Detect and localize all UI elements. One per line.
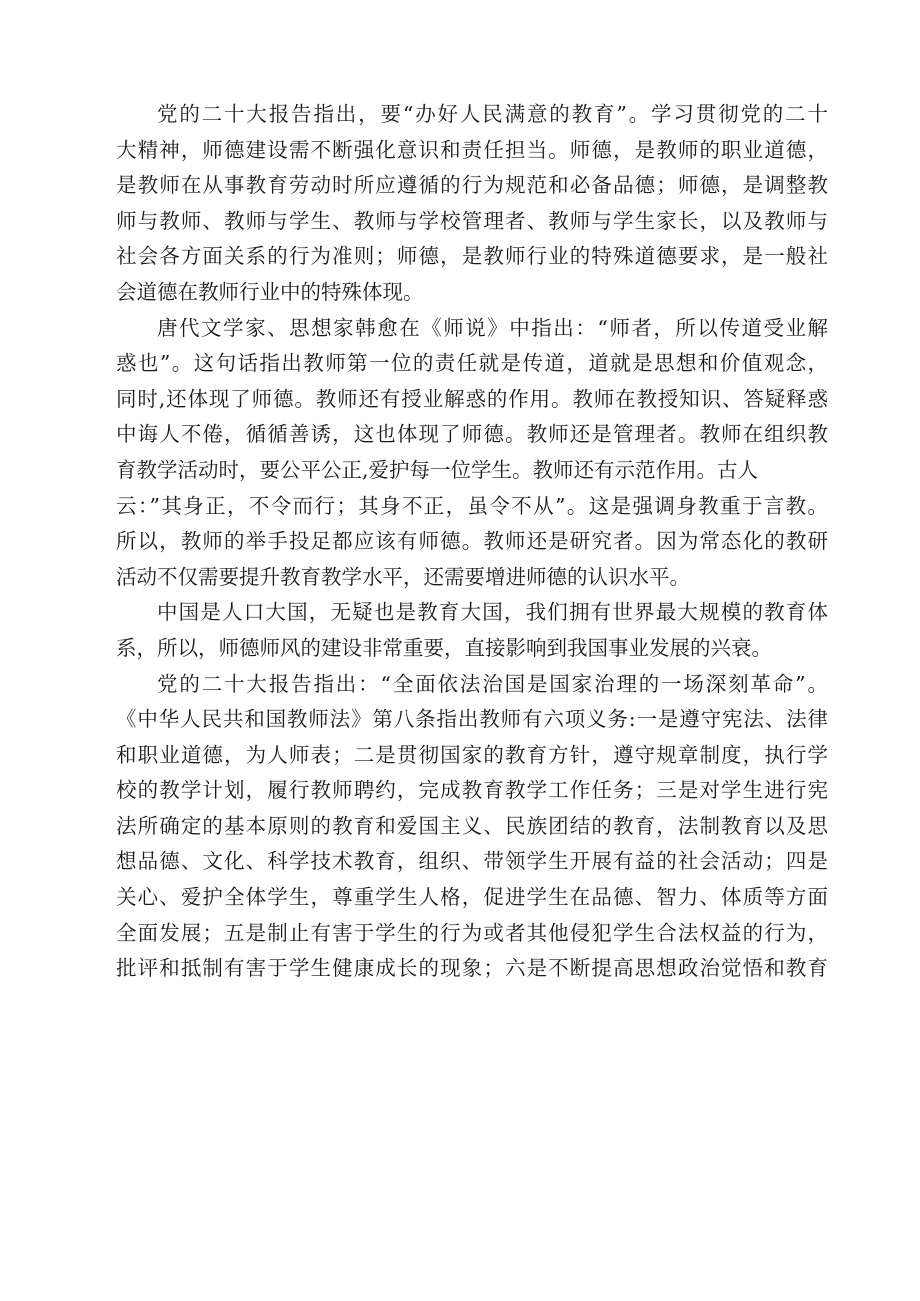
paragraph-2-line-3: 同时,还体现了师德。教师还有授业解惑的作用。教师在教授知识、答疑释惑 xyxy=(116,386,828,411)
paragraph-4-line-2: 《中华人民共和国教师法》第八条指出教师有六项义务:一是遵守宪法、法律 xyxy=(116,707,828,732)
paragraph-4-line-9: 批评和抵制有害于学生健康成长的现象；六是不断提高思想政治觉悟和教育 xyxy=(116,956,828,981)
paragraph-1-line-4: 师与教师、教师与学生、教师与学校管理者、教师与学生家长，以及教师与 xyxy=(116,208,828,233)
paragraph-2-line-6: 云：”其身正，不令而行；其身不正，虽令不从”。这是强调身教重于言教。 xyxy=(116,493,828,518)
paragraph-4-line-5: 法所确定的基本原则的教育和爱国主义、民族团结的教育，法制教育以及思 xyxy=(116,813,828,838)
paragraph-1-line-2: 大精神，师德建设需不断强化意识和责任担当。师德，是教师的职业道德， xyxy=(116,137,828,162)
paragraph-4-line-6: 想品德、文化、科学技术教育，组织、带领学生开展有益的社会活动；四是 xyxy=(116,849,828,874)
paragraph-1-line-5: 社会各方面关系的行为准则；师德，是教师行业的特殊道德要求，是一般社 xyxy=(116,244,828,269)
paragraph-4-line-7: 关心、爱护全体学生，尊重学生人格，促进学生在品德、智力、体质等方面 xyxy=(116,885,828,910)
paragraph-1-line-1: 党的二十大报告指出，要“办好人民满意的教育”。学习贯彻党的二十 xyxy=(157,102,828,126)
paragraph-4-line-8: 全面发展；五是制止有害于学生的行为或者其他侵犯学生合法权益的行为， xyxy=(116,920,828,945)
paragraph-4-line-4: 校的教学计划，履行教师聘约，完成教育教学工作任务；三是对学生进行宪 xyxy=(116,778,828,803)
paragraph-3-line-1: 中国是人口大国，无疑也是教育大国，我们拥有世界最大规模的教育体 xyxy=(157,600,828,625)
paragraph-1-line-6: 会道德在教师行业中的特殊体现。 xyxy=(116,279,424,304)
document-body xyxy=(116,97,828,987)
paragraph-2-line-7: 所以，教师的举手投足都应该有师德。教师还是研究者。因为常态化的教研 xyxy=(116,529,828,554)
paragraph-2-line-8: 活动不仅需要提升教育教学水平，还需要增进师德的认识水平。 xyxy=(116,564,690,589)
paragraph-4-line-1: 党的二十大报告指出：“全面依法治国是国家治理的一场深刻革命”。 xyxy=(157,671,828,696)
paragraph-1-line-3: 是教师在从事教育劳动时所应遵循的行为规范和必备品德；师德，是调整教 xyxy=(116,173,828,198)
paragraph-2-line-1: 唐代文学家、思想家韩愈在《师说》中指出：“师者，所以传道受业解 xyxy=(157,315,828,340)
paragraph-2-line-2: 惑也”。这句话指出教师第一位的责任就是传道，道就是思想和价值观念， xyxy=(116,351,828,376)
paragraph-2-line-5: 育教学活动时，要公平公正,爱护每一位学生。教师还有示范作用。古人 xyxy=(116,457,759,482)
paragraph-2-line-4: 中诲人不倦，循循善诱，这也体现了师德。教师还是管理者。教师在组织教 xyxy=(116,422,828,447)
paragraph-4-line-3: 和职业道德，为人师表；二是贯彻国家的教育方针，遵守规章制度，执行学 xyxy=(116,742,828,767)
paragraph-3-line-2: 系，所以，师德师风的建设非常重要，直接影响到我国事业发展的兴衰。 xyxy=(116,635,772,660)
